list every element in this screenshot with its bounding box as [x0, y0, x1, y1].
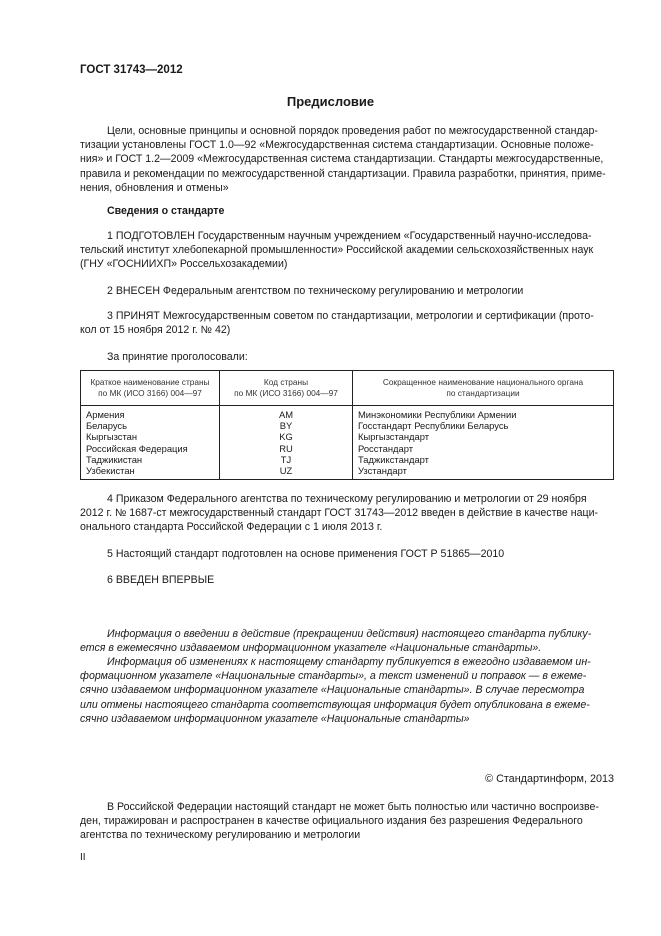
item-5 — [80, 547, 615, 561]
notice-line: ется в ежемесячно издаваемом информационном указателе «Национальные стандарты». — [80, 642, 542, 655]
country-cell: Армения — [81, 406, 220, 421]
code-cell: BY — [220, 420, 353, 431]
legal-line: В Российской Федерации настоящий стандарт не может быть полностью или частично воспроизве- — [107, 801, 599, 813]
notice-line: Информация о введении в действие (прекращении действия) настоящего стандарта публику- — [107, 628, 592, 640]
item-1-line: (ГНУ «ГОСНИИХП» Россельхозакадемии) — [80, 258, 288, 271]
table-header-row — [81, 371, 614, 406]
column-header-body: Сокращенное наименование национального органа по стандартизации — [353, 371, 614, 406]
item-5-line: 5 Настоящий стандарт подготовлен на основе применения ГОСТ Р 51865—2010 — [107, 548, 505, 560]
item-6 — [80, 573, 615, 587]
item-3 — [80, 309, 615, 337]
item-4-line: 4 Приказом Федерального агентства по техническому регулированию и метрологии от 29 ноября — [107, 493, 587, 505]
page-number: II — [80, 852, 86, 863]
intro-line: Цели, основные принципы и основной порядок проведения работ по межгосударственной стандар- — [107, 125, 598, 137]
code-cell: KG — [220, 431, 353, 442]
info-heading: Сведения о стандарте — [107, 205, 225, 217]
item-1-line: тельский институт хлебопекарной промышленности» Российской академии сельскохозяйственных наук — [80, 244, 594, 257]
body-cell: Минэкономики Республики Армении — [353, 406, 614, 421]
country-cell: Кыргызстан — [81, 431, 220, 442]
item-4-line: 2012 г. № 1687-ст межгосударственный стандарт ГОСТ 31743—2012 введен в действие в качестве наци- — [80, 507, 599, 520]
item-3-line: 3 ПРИНЯТ Межгосударственным советом по стандартизации, метрологии и сертификации (прото- — [107, 310, 594, 322]
intro-paragraph — [80, 124, 615, 195]
table-row — [81, 431, 614, 442]
legal-notice — [80, 800, 615, 843]
item-4 — [80, 492, 615, 535]
code-cell: TJ — [220, 454, 353, 465]
intro-line: правила и рекомендации по межгосударственной стандартизации. Правила разработки, принятия, приме- — [80, 167, 606, 180]
table-row — [81, 465, 614, 480]
intro-line: нения, обновления и отмены» — [80, 181, 229, 194]
body-cell: Таджикстандарт — [353, 454, 614, 465]
country-cell: Таджикистан — [81, 454, 220, 465]
intro-line: ния» и ГОСТ 1.2—2009 «Межгосударственная система стандартизации. Стандарты межгосударственные, — [80, 153, 604, 166]
copyright: © Стандартинформ, 2013 — [485, 773, 614, 785]
table-row — [81, 443, 614, 454]
item-1-line: 1 ПОДГОТОВЛЕН Государственным научным учреждением «Государственный научно-исследова- — [107, 230, 592, 242]
code-cell: AM — [220, 406, 353, 421]
notice-line: Информация об изменениях к настоящему стандарту публикуется в ежегодно издаваемом ин- — [107, 656, 591, 668]
country-cell: Российская Федерация — [81, 443, 220, 454]
column-header-country: Краткое наименование страны по МК (ИСО 3166) 004—97 — [81, 371, 220, 406]
country-cell: Узбекистан — [81, 465, 220, 480]
item-2-line: 2 ВНЕСЕН Федеральным агентством по техническому регулированию и метрологии — [107, 285, 524, 297]
code-cell: UZ — [220, 465, 353, 480]
legal-line: агентства по техническому регулированию и метрологии — [80, 829, 361, 842]
standard-id: ГОСТ 31743—2012 — [80, 64, 183, 76]
notice-line: или отмены настоящего стандарта соответствующая информация будет опубликована в ежеме- — [80, 698, 590, 711]
item-1 — [80, 229, 615, 272]
table-row — [81, 406, 614, 421]
notice-changes — [80, 655, 615, 726]
legal-line: ден, тиражирован и распространен в качестве официального издания без разрешения Федерального — [80, 815, 583, 828]
country-cell: Беларусь — [81, 420, 220, 431]
table-row — [81, 420, 614, 431]
notice-line: формационном указателе «Национальные стандарты», а текст изменений и поправок — в ежеме- — [80, 670, 587, 683]
code-cell: RU — [220, 443, 353, 454]
item-4-line: онального стандарта Российской Федерации с 1 июля 2013 г. — [80, 521, 383, 534]
column-header-code: Код страны по МК (ИСО 3166) 004—97 — [220, 371, 353, 406]
vote-intro: За принятие проголосовали: — [107, 351, 248, 363]
body-cell: Госстандарт Республики Беларусь — [353, 420, 614, 431]
body-cell: Кыргызстандарт — [353, 431, 614, 442]
item-2 — [80, 284, 615, 298]
item-6-line: 6 ВВЕДЕН ВПЕРВЫЕ — [107, 574, 215, 586]
notice-line: сячно издаваемом информационном указателе «Национальные стандарты» — [80, 712, 470, 725]
page-title: Предисловие — [286, 94, 375, 109]
notice-line: сячно издаваемом информационном указателе «Национальные стандарты». В случае пересмотра — [80, 684, 585, 697]
notice-introduction — [80, 627, 615, 655]
item-3-line: кол от 15 ноября 2012 г. № 42) — [80, 324, 231, 337]
body-cell: Узстандарт — [353, 465, 614, 480]
body-cell: Росстандарт — [353, 443, 614, 454]
table-row — [81, 454, 614, 465]
intro-line: тизации установлены ГОСТ 1.0—92 «Межгосударственная система стандартизации. Основные положе- — [80, 139, 594, 152]
countries-table — [80, 370, 614, 480]
